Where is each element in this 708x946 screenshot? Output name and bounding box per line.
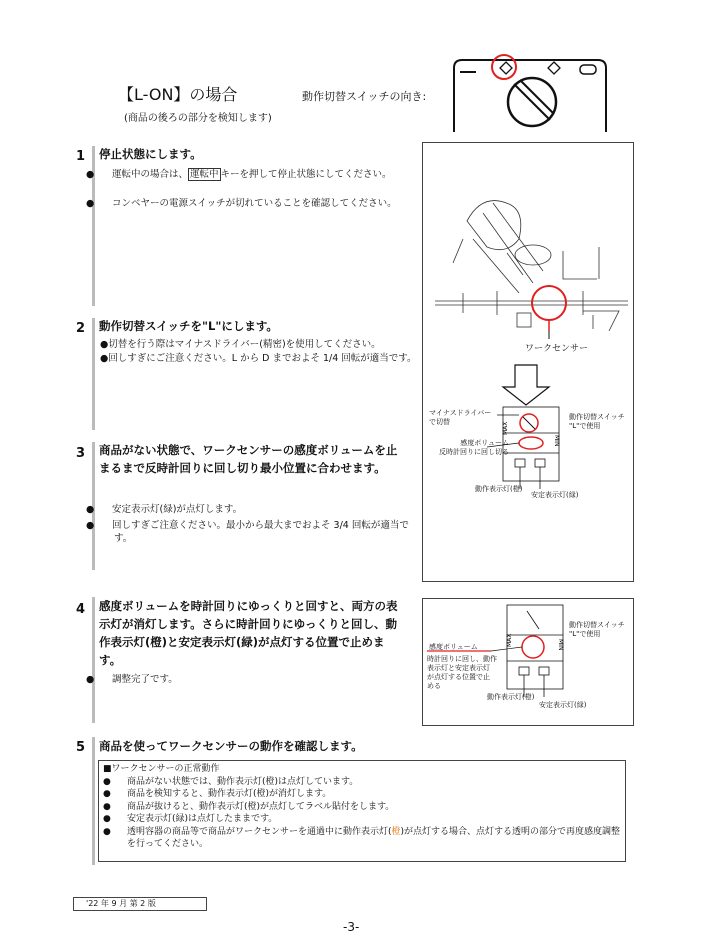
step-3-number: 3 [76,446,86,461]
step-2-bullet-2: ●回しすぎにご注意ください。L から D までおよそ 1/4 回転が適当です。 [100,353,417,364]
list-item: ● 商品がない状態では、動作表示灯(橙)は点灯しています。 [103,776,359,787]
page-subtitle: (商品の後ろの部分を検知します) [124,113,272,124]
volume-cw-desc: 時計回りに回し、動作 表示灯と安定表示灯 が点灯する位置で止 める [427,655,497,690]
step-3-bullet-1: ● 安定表示灯(緑)が点灯します。 [86,504,243,515]
bullet-text: コンベヤーの電源スイッチが切れていることを確認してください。 [112,198,397,209]
volume-highlight-circle [522,636,544,658]
figure-sensor-setup [422,142,634,582]
step-5-bar [92,737,95,865]
normal-operation-heading: ■ワークセンサーの正常動作 [103,764,220,774]
normal-operation-box [98,760,626,862]
step-1-title: 停止状態にします。 [99,147,202,161]
switch-direction-label: 動作切替スイッチの向き: [302,90,427,103]
step-1-number: 1 [76,149,86,164]
bullet-text: 安定表示灯(緑)が点灯します。 [112,504,243,515]
driver-label: マイナスドライバー で切替 [429,409,492,426]
bullet-text: 運転中の場合は、 [112,169,189,180]
list-item: ● 商品が抜けると、動作表示灯(橙)が点灯してラベル貼付をします。 [103,801,395,812]
list-item-text: 商品がない状態では、動作表示灯(橙)は点灯しています。 [127,776,359,787]
list-item: ● 商品を検知すると、動作表示灯(橙)が消灯します。 [103,789,332,799]
highlight-circle [492,55,516,79]
step-4-title: 感度ボリュームを時計回りにゆっくりと回すと、両方の表示灯が消灯します。さらに時計回りにゆっくりと回し、動作表示灯(橙)と安定表示灯(緑)が点灯する位置で止めます。 [99,599,398,667]
step-4-bar [92,597,95,723]
switch-direction-illustration [446,50,616,132]
orange-word: 橙 [391,826,401,837]
step-1-bullet-2: ● コンベヤーの電源スイッチが切れていることを確認してください。 [86,198,397,209]
bullet-text: 回しすぎご注意ください。最小から最大までおよそ 3/4 回転が適当です。 [112,520,409,544]
max-label: MAX [502,421,509,435]
bullet-text: 調整完了です。 [112,674,178,685]
work-sensor-label: ワークセンサー [525,344,589,354]
step-2-number: 2 [76,321,86,336]
run-key-label: 運転中 [190,169,219,180]
page-title: 【L-ON】の場合 [118,85,238,104]
stable-lamp-label: 安定表示灯(緑) [539,701,587,709]
sensor-illustration [423,143,633,581]
step-3-bullet-2: ● 回しすぎご注意ください。最小から最大までおよそ 3/4 回転が適当です。 [86,520,409,544]
min-label: MIN [553,435,560,447]
page-number: -3- [343,920,360,934]
list-item-text: 透明容器の商品等で商品がワークセンサーを通過中に動作表示灯( [127,826,392,837]
down-arrow-icon [503,365,549,405]
volume-highlight-ellipse [519,437,543,449]
volume-ccw-label: 感度ボリューム 反時計回りに回し切る [439,439,509,456]
step-5-number: 5 [76,740,86,755]
list-item-text: 安定表示灯(緑)は点灯したままです。 [127,814,278,824]
edition-box: '22 年 9 月 第 2 版 [73,897,207,911]
bullet-text: キーを押して停止状態にしてください。 [220,169,392,180]
step-1-bullet-1: ● 運転中の場合は、 運転中 キーを押して停止状態にしてください。 [86,169,392,180]
min-label: MIN [557,639,564,651]
list-item: ● 安定表示灯(緑)は点灯したままです。 [103,814,278,824]
list-item-text: )が点灯する場合、点灯する透明の部分で再度感度調整を行ってください。 [127,826,621,849]
stable-lamp-label: 安定表示灯(緑) [531,491,579,499]
op-lamp-label: 動作表示灯(橙) [475,485,523,493]
switch-l-label: 動作切替スイッチ "L"で使用 [569,413,625,430]
max-label: MAX [506,633,513,647]
list-item-text: 商品が抜けると、動作表示灯(橙)が点灯してラベル貼付をします。 [127,801,395,812]
step-4-bullet-1: ● 調整完了です。 [86,674,178,685]
op-lamp-label: 動作表示灯(橙) [487,693,535,701]
sensor-highlight-circle [532,286,566,320]
step-2-bar [92,318,95,430]
list-item-text: 商品を検知すると、動作表示灯(橙)が消灯します。 [127,789,332,799]
step-4-number: 4 [76,602,86,617]
figure-sensor-adjust [422,598,634,726]
step-5-title: 商品を使ってワークセンサーの動作を確認します。 [99,739,363,753]
step-2-bullet-1: ●切替を行う際はマイナスドライバー(精密)を使用してください。 [100,339,381,350]
volume-label: 感度ボリューム [429,643,478,651]
step-3-title: 商品がない状態で、ワークセンサーの感度ボリュームを止まるまで反時計回りに回し切り最小位置に合わせます。 [99,443,398,475]
step-2-title: 動作切替スイッチを"L"にします。 [99,319,278,333]
list-item: ● 透明容器の商品等で商品がワークセンサーを通過中に動作表示灯(橙)が点灯する場合、点灯する透明の部分で再度感度調整を行ってください。 [103,826,621,849]
switch-l-label: 動作切替スイッチ "L"で使用 [569,621,625,638]
